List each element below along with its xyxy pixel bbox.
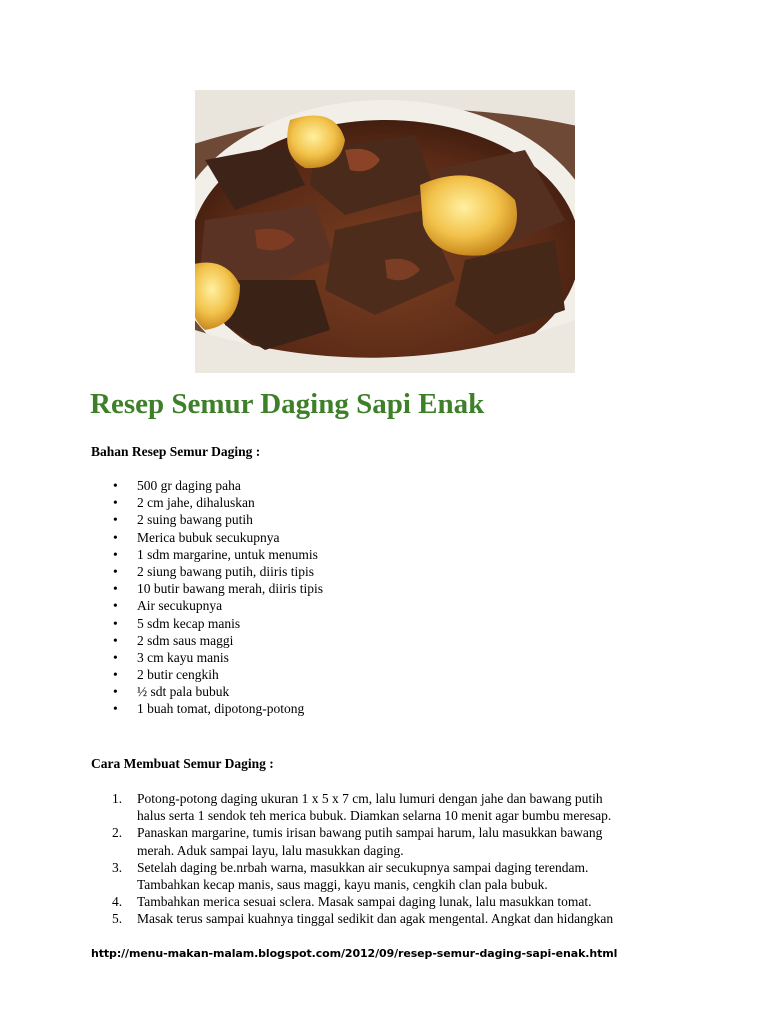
bullet-icon: • bbox=[113, 512, 118, 528]
recipe-title: Resep Semur Daging Sapi Enak bbox=[90, 388, 485, 420]
ingredient-text: 500 gr daging paha bbox=[137, 478, 241, 493]
list-item bbox=[91, 683, 323, 700]
bullet-icon: • bbox=[113, 632, 118, 648]
list-item bbox=[91, 494, 323, 511]
bullet-icon: • bbox=[113, 495, 118, 511]
bullet-icon: • bbox=[113, 615, 118, 631]
list-item bbox=[91, 824, 691, 858]
step-line: Setelah daging be.nrbah warna, masukkan air secukupnya sampai daging terendam. bbox=[137, 859, 589, 875]
list-item bbox=[91, 666, 323, 683]
bullet-icon: • bbox=[113, 649, 118, 665]
step-line: Tambahkan kecap manis, saus maggi, kayu manis, cengkih clan pala bubuk. bbox=[137, 877, 548, 893]
list-item bbox=[91, 477, 323, 494]
ingredient-text: 2 cm jahe, dihaluskan bbox=[137, 495, 255, 511]
source-url-link[interactable]: http://menu-makan-malam.blogspot.com/2012/09/resep-semur-daging-sapi-enak.html bbox=[91, 947, 618, 960]
step-line: Panaskan margarine, tumis irisan bawang putih sampai harum, lalu masukkan bawang bbox=[137, 825, 603, 841]
step-line: Masak terus sampai kuahnya tinggal sedikit dan agak mengental. Angkat dan hidangkan bbox=[137, 911, 614, 927]
list-item bbox=[91, 597, 323, 614]
ingredient-text: 5 sdm kecap manis bbox=[137, 615, 241, 631]
list-item bbox=[91, 893, 691, 910]
ingredient-text: 1 sdm margarine, untuk menumis bbox=[137, 546, 318, 562]
list-item bbox=[91, 859, 691, 893]
list-item bbox=[91, 910, 691, 927]
bullet-icon: • bbox=[113, 529, 118, 545]
ingredient-text: ½ sdt pala bubuk bbox=[137, 684, 230, 700]
step-number: 5. bbox=[112, 911, 123, 927]
list-item bbox=[91, 580, 323, 597]
ingredients-heading: Bahan Resep Semur Daging : bbox=[91, 444, 261, 459]
bullet-icon: • bbox=[113, 684, 118, 700]
bullet-icon: • bbox=[113, 598, 118, 614]
bullet-icon: • bbox=[113, 563, 118, 579]
ingredient-text: 2 butir cengkih bbox=[137, 667, 219, 683]
dish-photo bbox=[195, 90, 575, 373]
ingredient-text: 2 suing bawang putih bbox=[137, 512, 253, 528]
list-item bbox=[91, 546, 323, 563]
step-number: 1. bbox=[112, 791, 123, 806]
ingredient-text: 3 cm kayu manis bbox=[137, 649, 229, 665]
bullet-icon: • bbox=[113, 701, 118, 717]
ingredient-text: Merica bubuk secukupnya bbox=[137, 529, 280, 545]
list-item bbox=[91, 511, 323, 528]
bullet-icon: • bbox=[113, 667, 118, 683]
list-item bbox=[91, 632, 323, 649]
ingredient-text: 2 siung bawang putih, diiris tipis bbox=[137, 563, 314, 579]
step-line: halus serta 1 sendok teh merica bubuk. Diamkan selarna 10 menit agar bumbu meresap. bbox=[137, 808, 612, 824]
list-item bbox=[91, 563, 323, 580]
step-line: Potong-potong daging ukuran 1 x 5 x 7 cm, lalu lumuri dengan jahe dan bawang putih bbox=[137, 791, 603, 806]
list-item bbox=[91, 649, 323, 666]
ingredients-list bbox=[91, 477, 323, 718]
list-item bbox=[91, 790, 691, 824]
semur-daging-illustration bbox=[195, 90, 575, 373]
method-steps-list bbox=[91, 790, 691, 928]
list-item bbox=[91, 615, 323, 632]
method-heading: Cara Membuat Semur Daging : bbox=[91, 756, 274, 771]
ingredient-text: 10 butir bawang merah, diiris tipis bbox=[137, 581, 323, 597]
ingredient-text: Air secukupnya bbox=[137, 598, 223, 614]
step-number: 3. bbox=[112, 859, 123, 875]
bullet-icon: • bbox=[113, 546, 118, 562]
step-number: 2. bbox=[112, 825, 123, 841]
bullet-icon: • bbox=[113, 478, 118, 493]
ingredient-text: 1 buah tomat, dipotong-potong bbox=[137, 701, 305, 717]
step-line: Tambahkan merica sesuai sclera. Masak sampai daging lunak, lalu masukkan tomat. bbox=[137, 894, 592, 910]
list-item bbox=[91, 529, 323, 546]
list-item bbox=[91, 700, 323, 717]
ingredient-text: 2 sdm saus maggi bbox=[137, 632, 234, 648]
bullet-icon: • bbox=[113, 581, 118, 597]
step-line: merah. Aduk sampai layu, lalu masukkan daging. bbox=[137, 842, 404, 858]
step-number: 4. bbox=[112, 894, 123, 910]
